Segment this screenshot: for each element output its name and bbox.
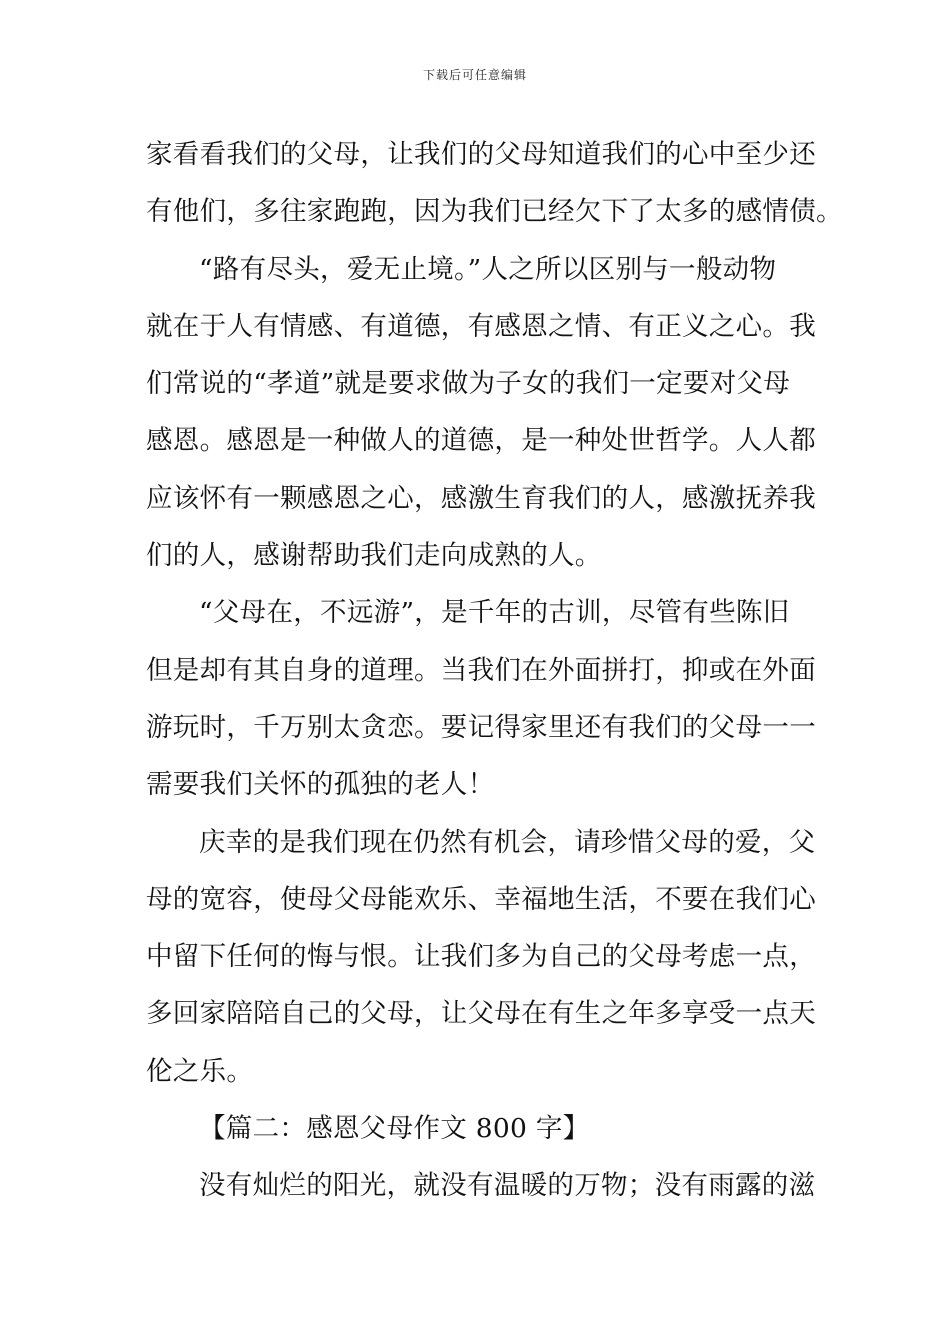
text-line: 有他们，多往家跑跑，因为我们已经欠下了太多的感情债。 <box>146 196 843 228</box>
text-line: 家看看我们的父母，让我们的父母知道我们的心中至少还 <box>146 139 816 170</box>
text-line: 游玩时，千万别太贪恋。要记得家里还有我们的父母一一 <box>146 711 816 743</box>
text-line: 感恩。感恩是一种做人的道德，是一种处世哲学。人人都 <box>146 425 816 457</box>
text-line: 多回家陪陪自己的父母，让父母在有生之年多享受一点天 <box>146 998 816 1030</box>
text-line: 伦之乐。 <box>146 1055 254 1087</box>
text-line: 们常说的“孝道”就是要求做为子女的我们一定要对父母 <box>146 368 791 400</box>
text-line: 应该怀有一颗感恩之心，感激生育我们的人，感激抚养我 <box>146 482 816 514</box>
paragraph-start-line: 庆幸的是我们现在仍然有机会，请珍惜父母的爱，父 <box>199 826 816 858</box>
paragraph-start-line: 没有灿烂的阳光，就没有温暖的万物；没有雨露的滋 <box>199 1170 816 1202</box>
paragraph-start-line: “父母在，不远游”，是千年的古训，尽管有些陈旧 <box>199 597 790 629</box>
page-header: 下载后可任意编辑 <box>422 68 527 82</box>
document-body <box>146 126 843 1215</box>
text-line: 母的宽容，使母父母能欢乐、幸福地生活，不要在我们心 <box>146 883 816 915</box>
text-line: 就在于人有情感、有道德，有感恩之情、有正义之心。我 <box>146 310 816 342</box>
text-line: 需要我们关怀的孤独的老人！ <box>146 769 495 801</box>
text-line: 但是却有其自身的道理。当我们在外面拼打，抑或在外面 <box>146 654 816 686</box>
text-line: 中留下任何的悔与恨。让我们多为自己的父母考虑一点， <box>146 941 816 973</box>
paragraph-start-line: “路有尽头，爱无止境。”人之所以区别与一般动物 <box>199 253 777 285</box>
text-line: 们的人，感谢帮助我们走向成熟的人。 <box>146 540 602 572</box>
section-heading: 【篇二：感恩父母作文 800 字】 <box>199 1113 590 1145</box>
